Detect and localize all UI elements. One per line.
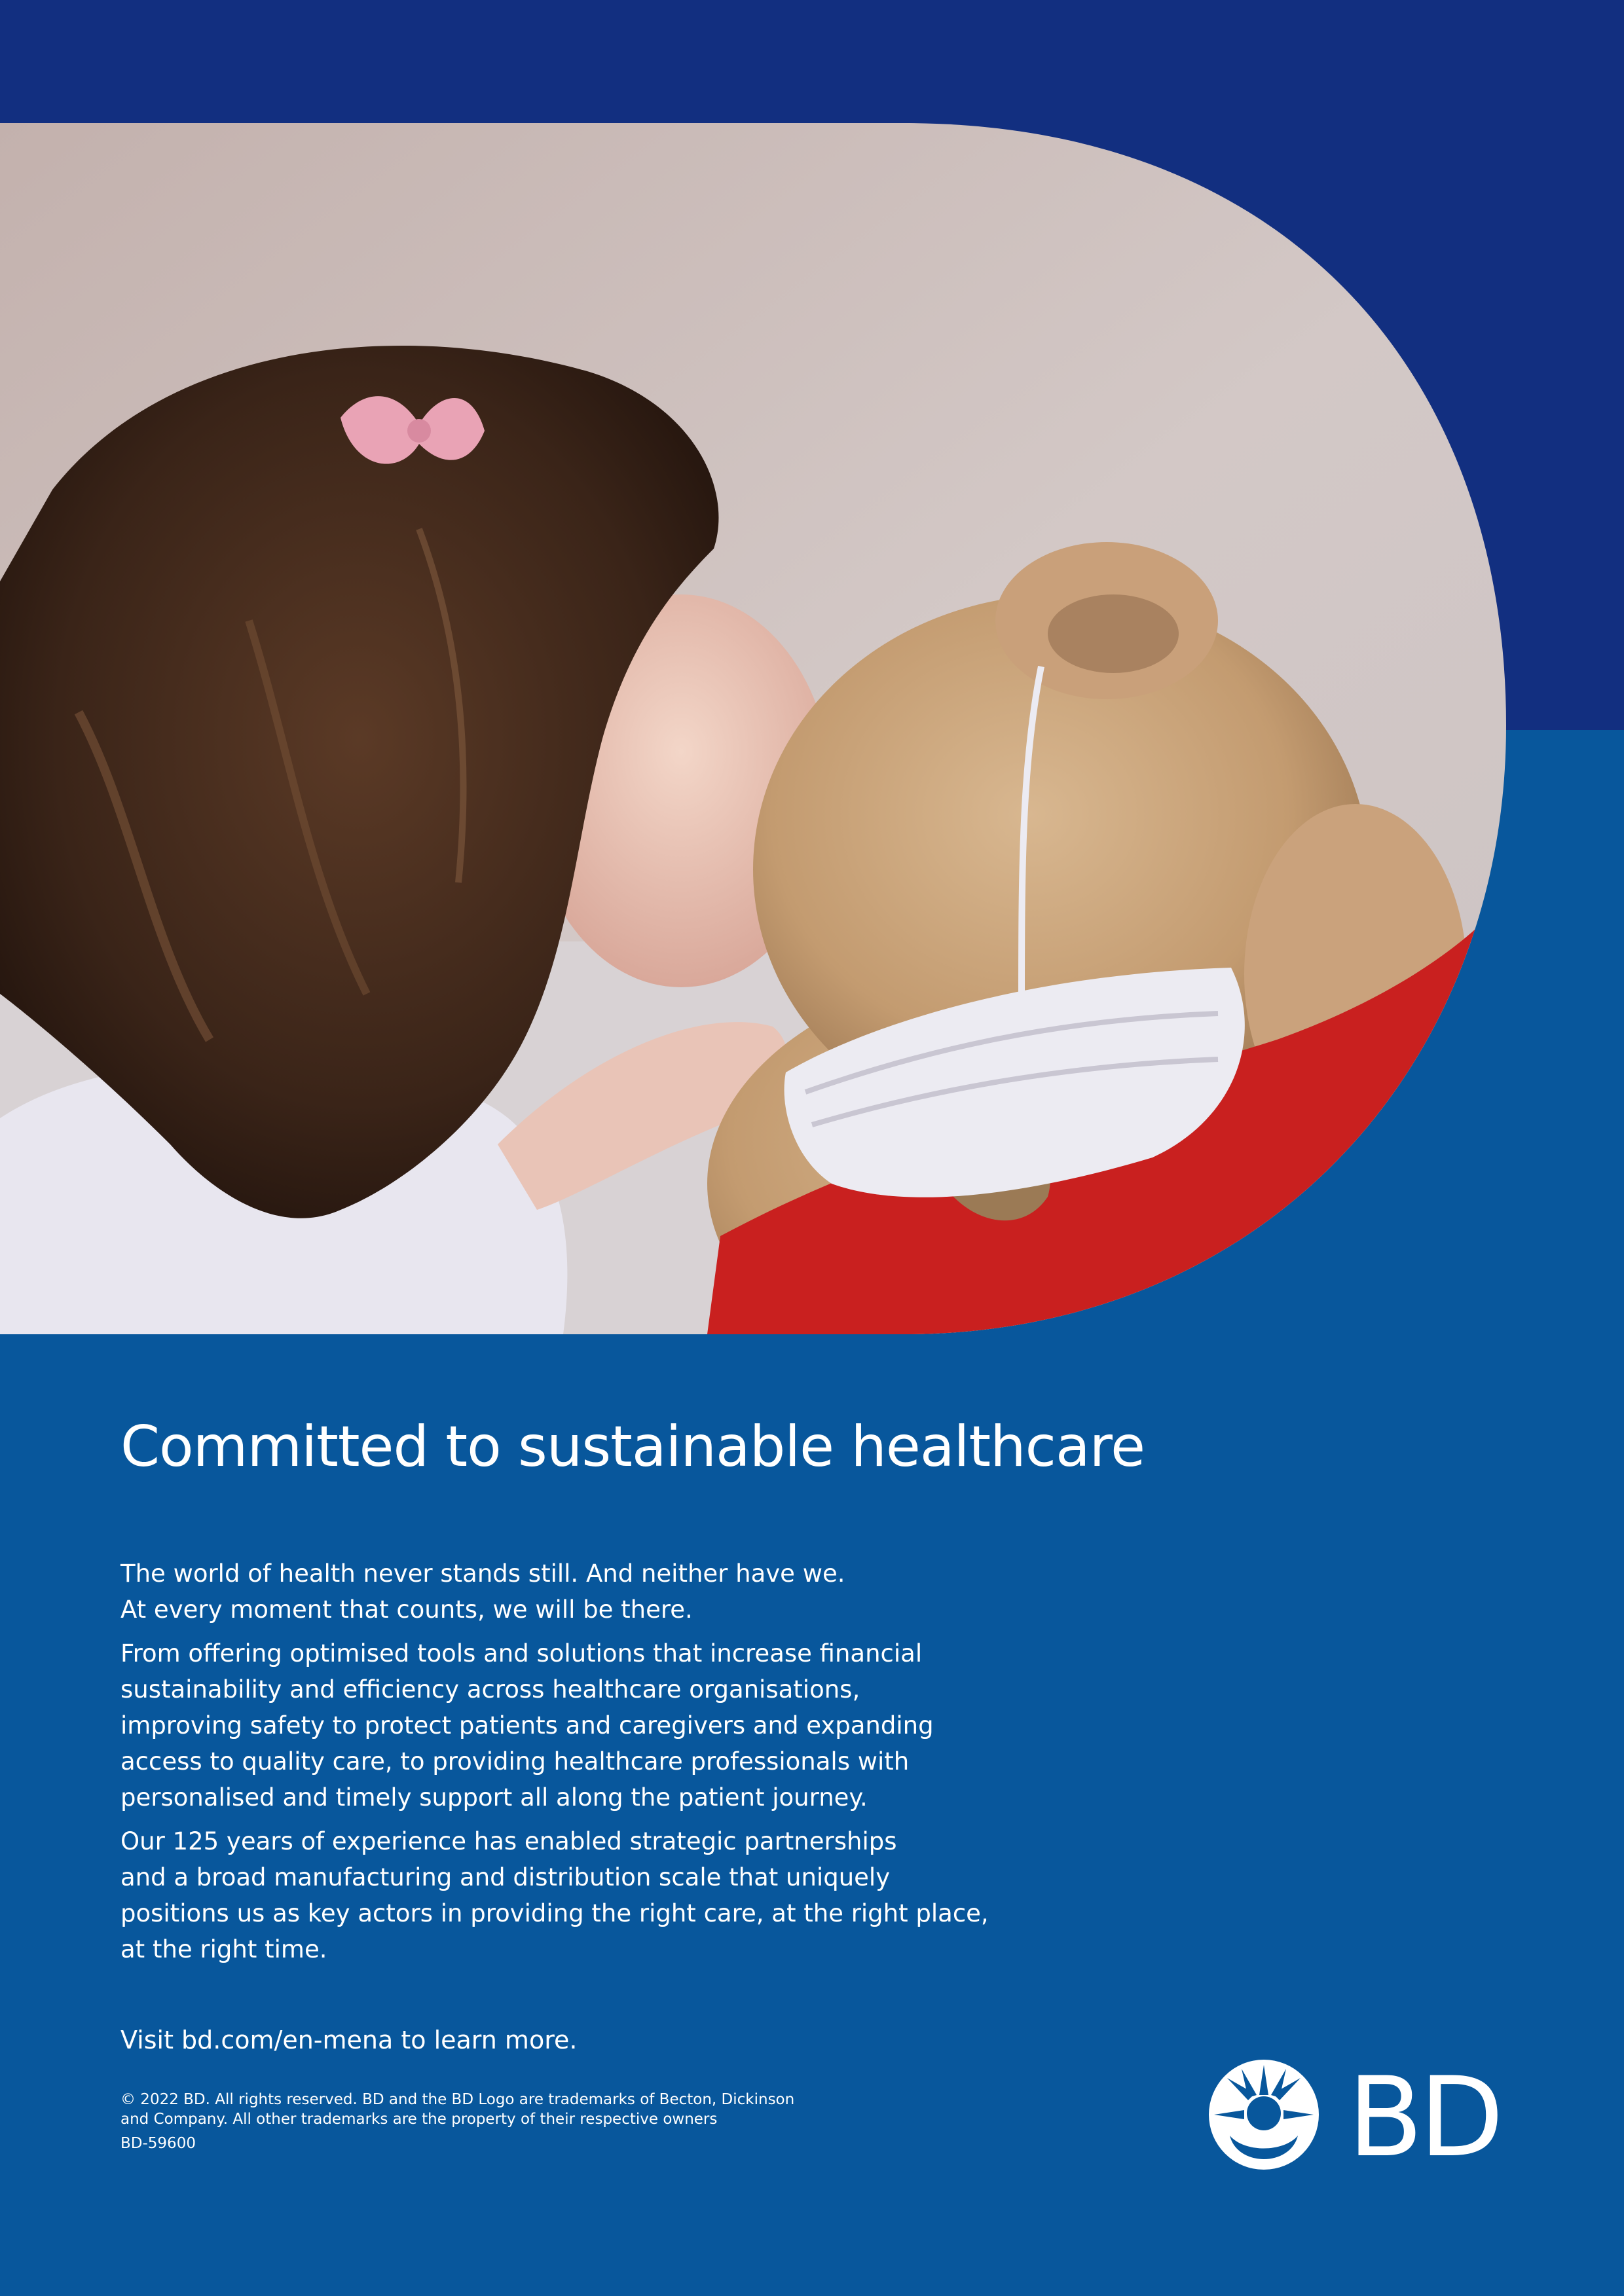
paragraph-offering: From offering optimised tools and solutions that increase financial sustainability and efficiency across healthcare organisations, improving safety to protect patients and caregivers and expanding access to quality care, to providing healthcare professionals with personalised and timely support all along the patient journey. bbox=[120, 1639, 934, 1812]
bd-wordmark: BD bbox=[1348, 2056, 1500, 2174]
bd-sun-icon bbox=[1209, 2060, 1319, 2170]
visit-link[interactable]: Visit bd.com/en-mena to learn more. bbox=[120, 2026, 578, 2054]
legal-notice: © 2022 BD. All rights reserved. BD and the BD Logo are trademarks of Becton, Dickinson and Company. All other trademarks are the property of their respective owners bbox=[120, 2091, 795, 2128]
paragraph-intro: The world of health never stands still. And neither have we. At every moment that counts, we will be there. bbox=[120, 1559, 845, 1624]
document-code: BD-59600 bbox=[120, 2135, 196, 2152]
bd-logo bbox=[1205, 2056, 1506, 2174]
paragraph-experience: Our 125 years of experience has enabled strategic partnerships and a broad manufacturing and distribution scale that uniquely positions us as key actors in providing the right care, at the right place, at the right time. bbox=[120, 1827, 989, 1963]
body-copy bbox=[120, 1556, 1037, 1975]
headline: Committed to sustainable healthcare bbox=[120, 1414, 1145, 1480]
hero-photo bbox=[0, 123, 1624, 1334]
